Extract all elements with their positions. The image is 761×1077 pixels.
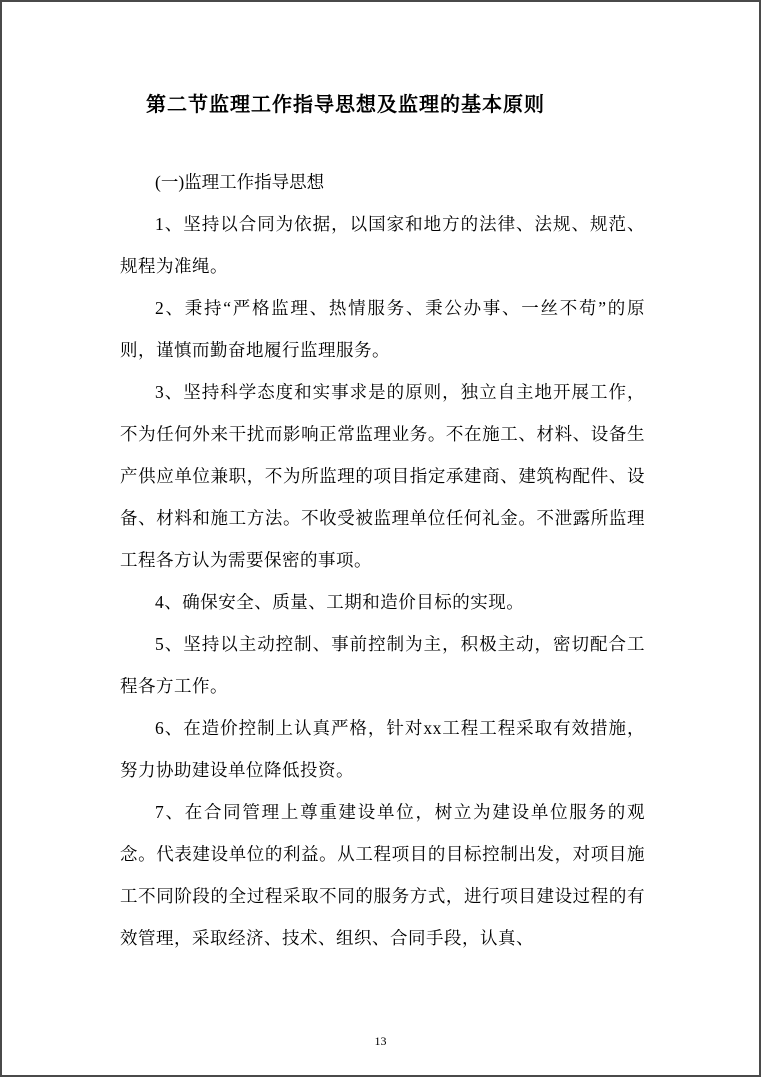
paragraph: 5、坚持以主动控制、事前控制为主，积极主动，密切配合工程各方工作。 [120, 634, 645, 696]
document-content [2, 2, 759, 959]
section-heading: (一)监理工作指导思想 [155, 172, 325, 192]
paragraph: 2、秉持“严格监理、热情服务、秉公办事、一丝不苟”的原则，谨慎而勤奋地履行监理服务。 [120, 298, 645, 360]
paragraph: 1、坚持以合同为依据，以国家和地方的法律、法规、规范、规程为准绳。 [120, 214, 645, 276]
document-title: 第二节监理工作指导思想及监理的基本原则 [146, 94, 545, 116]
paragraph: 6、在造价控制上认真严格，针对xx工程工程采取有效措施，努力协助建设单位降低投资。 [120, 718, 645, 780]
paragraph: 7、在合同管理上尊重建设单位，树立为建设单位服务的观念。代表建设单位的利益。从工程项目的目标控制出发，对项目施工不同阶段的全过程采取不同的服务方式，进行项目建设过程的有效管理，采取经济、技术、组织、合同手段，认真、 [120, 802, 645, 948]
paragraph: 3、坚持科学态度和实事求是的原则，独立自主地开展工作，不为任何外来干扰而影响正常监理业务。不在施工、材料、设备生产供应单位兼职，不为所监理的项目指定承建商、建筑构配件、设备、材料和施工方法。不收受被监理单位任何礼金。不泄露所监理工程各方认为需要保密的事项。 [120, 382, 645, 570]
page-number: 13 [374, 1034, 387, 1048]
paragraph: 4、确保安全、质量、工期和造价目标的实现。 [155, 592, 525, 612]
